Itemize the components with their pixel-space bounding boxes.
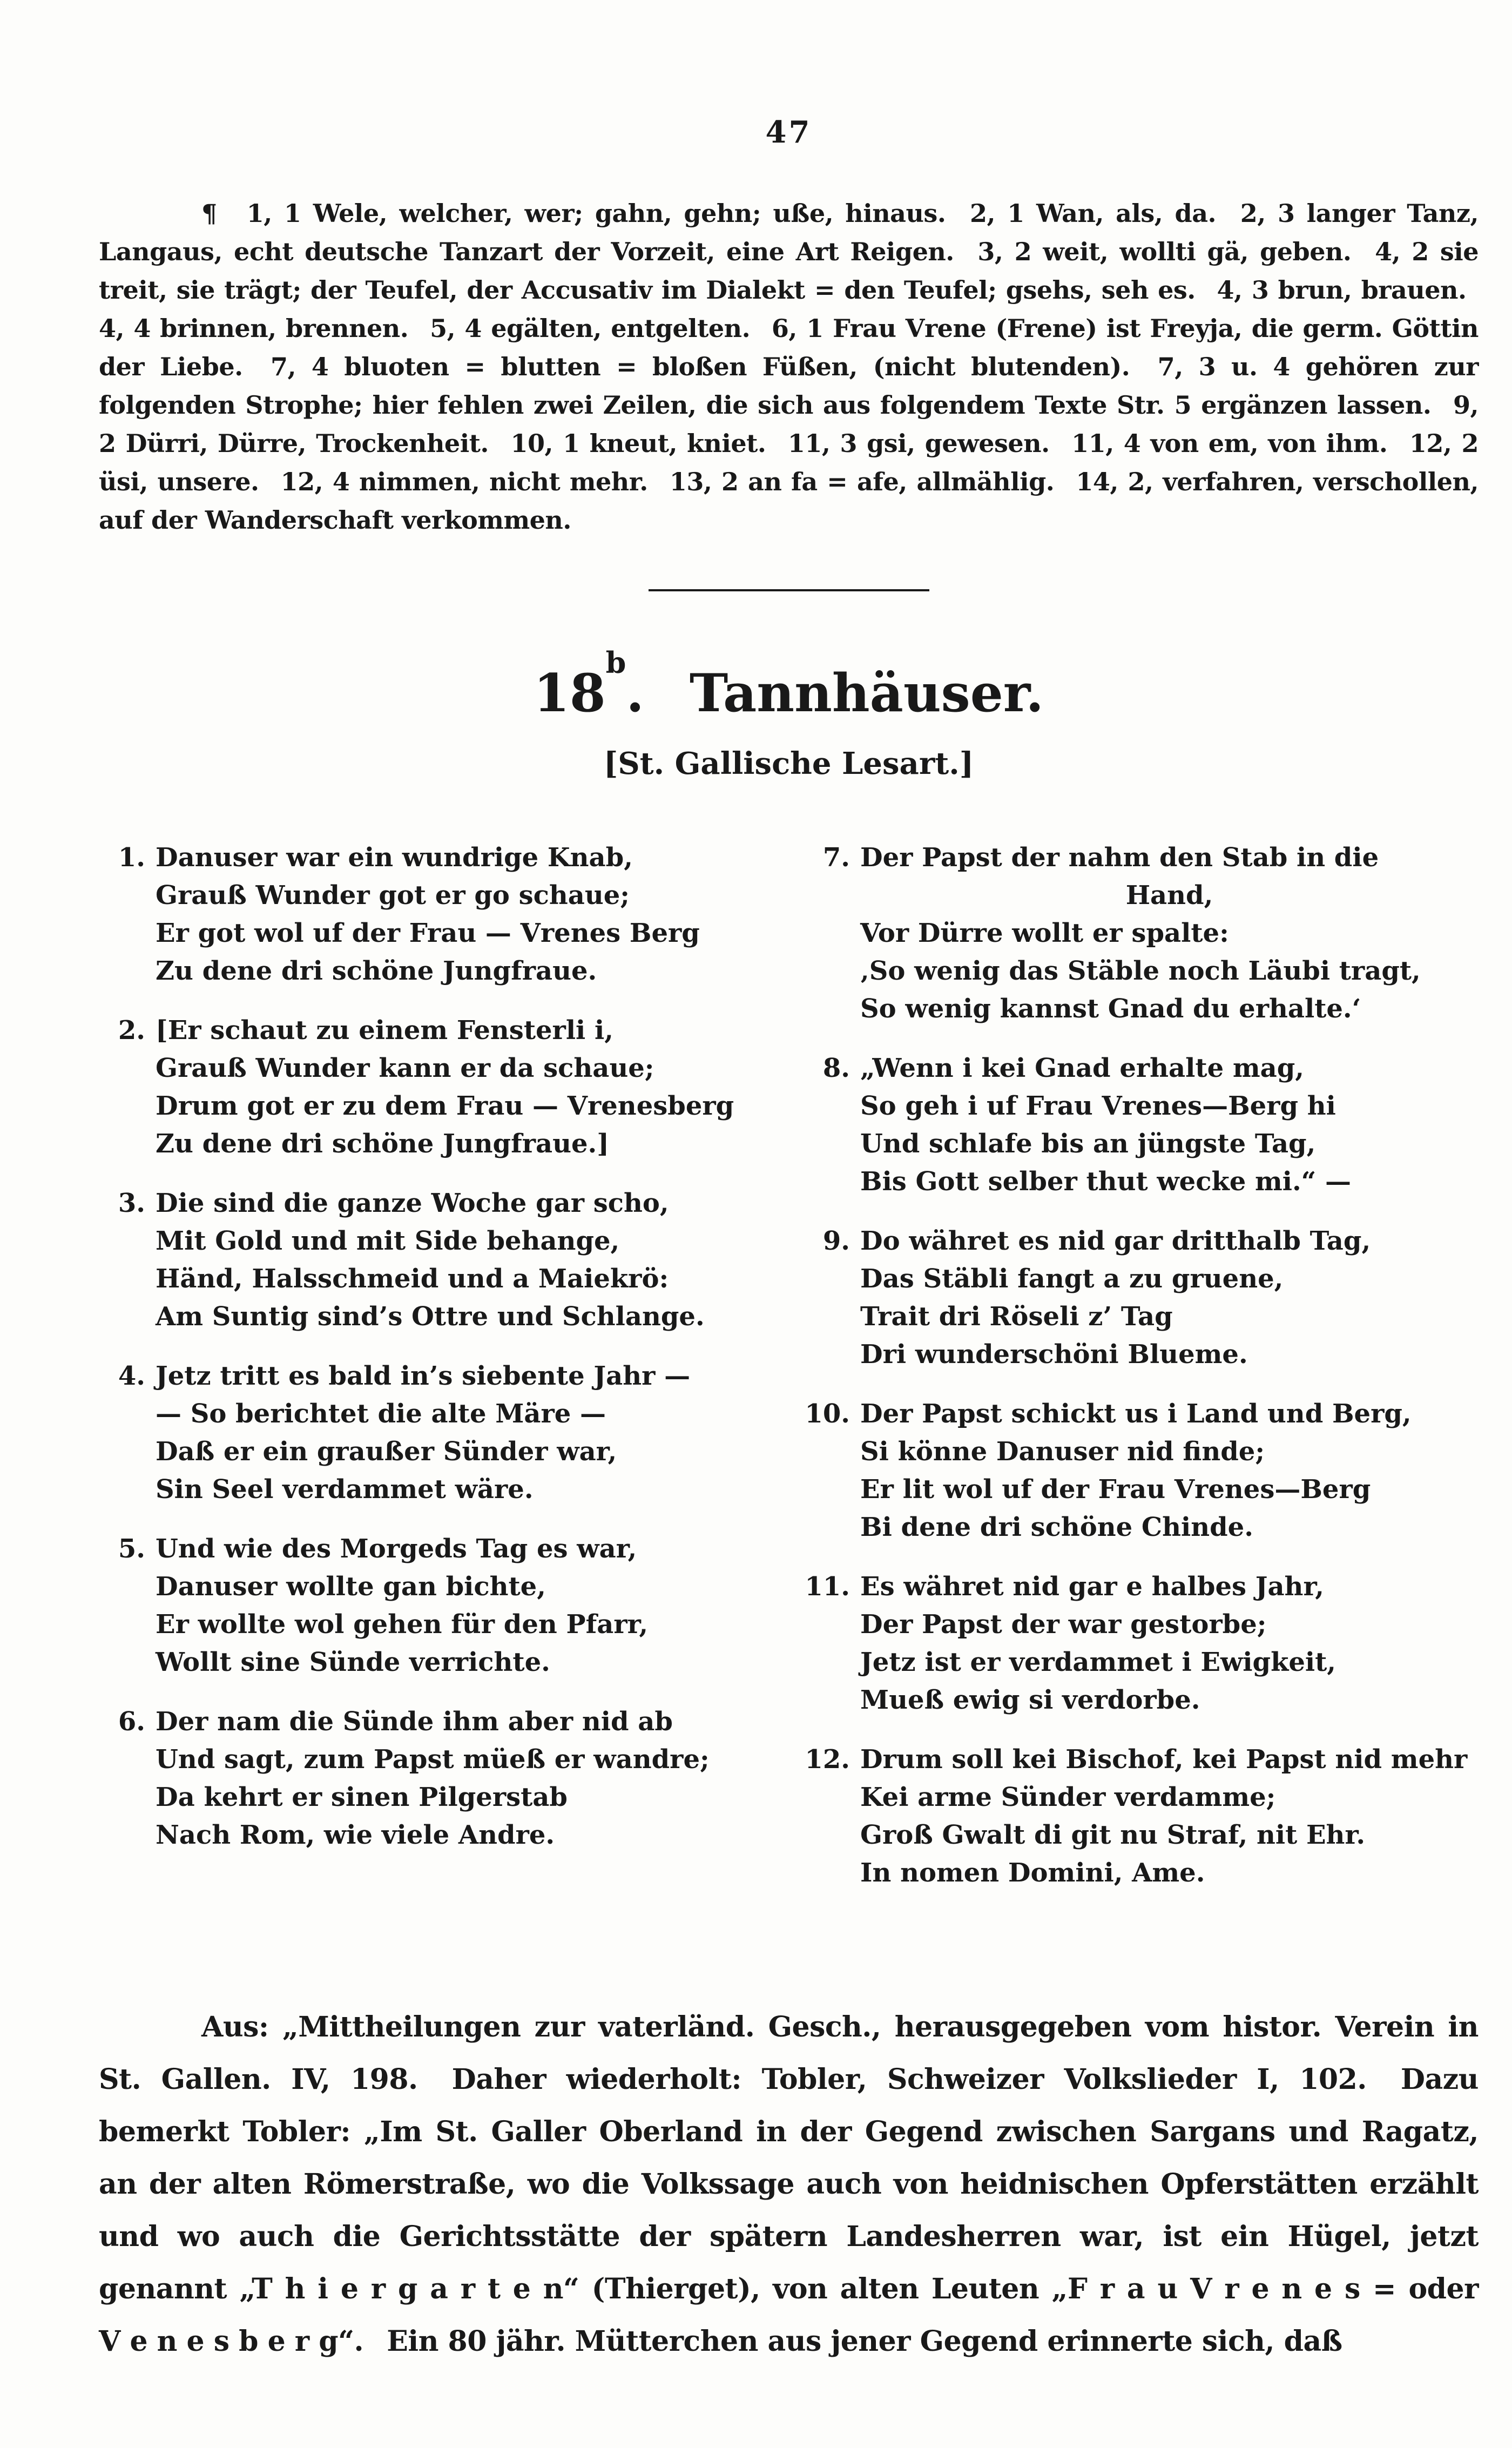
verse-number: 4. — [118, 1361, 145, 1391]
verse-number: 9. — [822, 1226, 850, 1256]
verse-line: Die sind die ganze Woche gar scho, — [156, 1188, 669, 1218]
verse-line: ‚So wenig das Stäble noch Läubi tragt, — [860, 956, 1421, 986]
verse-number: 10. — [805, 1399, 850, 1429]
verse — [99, 839, 758, 990]
song-number-period: . — [626, 663, 644, 724]
verse-line: Do währet es nid gar dritthalb Tag, — [860, 1226, 1371, 1256]
song-number: 18 — [534, 663, 606, 724]
verse-line: Zu dene dri schöne Jungfraue.] — [156, 1129, 609, 1159]
verse-line: Jetz tritt es bald in’s siebente Jahr — — [156, 1361, 691, 1391]
verse-line: Si könne Danuser nid finde; — [860, 1437, 1265, 1467]
verse-line: Er wollte wol gehen für den Pfarr, — [156, 1609, 649, 1640]
verse-line: Und schlafe bis an jüngste Tag, — [860, 1129, 1316, 1159]
verse — [99, 1530, 758, 1681]
verse-line: Am Suntig sind’s Ottre und Schlange. — [156, 1301, 705, 1332]
song-title: Tannhäuser. — [689, 663, 1044, 724]
verse-line: [Er schaut zu einem Fensterli i, — [156, 1015, 613, 1046]
verse-columns — [99, 839, 1479, 1913]
verse-line: Das Stäbli fangt a zu gruene, — [860, 1264, 1284, 1294]
verse-line: Danuser wollte gan bichte, — [156, 1572, 546, 1602]
verse-number: 1. — [118, 842, 145, 873]
verse-line: Dri wunderschöni Blueme. — [860, 1339, 1248, 1370]
verse-line: „Wenn i kei Gnad erhalte mag, — [860, 1053, 1304, 1083]
section-divider — [649, 589, 929, 591]
verse-line: Der Papst der war gestorbe; — [860, 1609, 1267, 1640]
verse-column-left — [99, 839, 804, 1913]
verse — [99, 1703, 758, 1854]
verse-line: Trait dri Röseli z’ Tag — [860, 1301, 1173, 1332]
verse-line: Grauß Wunder kann er da schaue; — [156, 1053, 654, 1083]
verse-line: Da kehrt er sinen Pilgerstab — [156, 1782, 568, 1812]
verse — [804, 1395, 1479, 1546]
verse-line: Der Papst der nahm den Stab in die — [860, 842, 1379, 873]
verse-line: Grauß Wunder got er go schaue; — [156, 880, 630, 911]
verse — [99, 1011, 758, 1163]
verse-line: Vor Dürre wollt er spalte: — [860, 918, 1229, 948]
verse-line: Nach Rom, wie viele Andre. — [156, 1820, 555, 1850]
verse-line: Und wie des Morgeds Tag es war, — [156, 1534, 637, 1564]
verse — [804, 839, 1479, 1028]
verse-line: In nomen Domini, Ame. — [860, 1858, 1205, 1888]
song-subtitle: [St. Gallische Lesart.] — [603, 746, 974, 781]
verse-line: Der nam die Sünde ihm aber nid ab — [156, 1707, 673, 1737]
verse-line: Händ, Halsschmeid und a Maiekrö: — [156, 1264, 669, 1294]
verse-line: So wenig kannst Gnad du erhalte.‘ — [860, 994, 1361, 1024]
verse-line: Wollt sine Sünde verrichte. — [156, 1647, 550, 1677]
verse-line: Jetz ist er verdammet i Ewigkeit, — [860, 1647, 1336, 1677]
verse-line: Er got wol uf der Frau — Vrenes Berg — [156, 918, 700, 948]
verse-column-right — [804, 839, 1479, 1913]
verse-line: Mit Gold und mit Side behange, — [156, 1226, 620, 1256]
verse — [99, 1357, 758, 1508]
verse-line: Daß er ein graußer Sünder war, — [156, 1437, 617, 1467]
verse-line: Zu dene dri schöne Jungfraue. — [156, 956, 597, 986]
source-paragraph: Aus: „Mittheilungen zur vaterländ. Gesch., herausgegeben vom histor. Verein in St. Gallen. IV, 198. Daher wiederholt: Tobler, Schweizer Volkslieder I, 102. Dazu bemerkt Tobler: „Im St. Galler Oberland in der Gegend zwischen Sargans und Ragatz, an der alten Römerstraße, wo die Volkssage auch von heidnischen Opferstätten erzählt und wo auch die Gerichtsstätte der spätern Landesherren war, ist ein Hügel, jetzt genannt „T h i e r g a r t e n“ (Thierget), von alten Leuten „F r a u V r e n e s = oder V e n e s b e r g“. Ein 80 jähr. Mütterchen aus jener Gegend erinnerte sich, daß — [99, 2011, 1479, 2358]
verse-line: Drum soll kei Bischof, kei Papst nid mehr — [860, 1744, 1468, 1775]
verse-number: 11. — [805, 1572, 850, 1602]
verse-line: — So berichtet die alte Märe — — [156, 1399, 606, 1429]
verse-number: 2. — [118, 1015, 145, 1046]
verse-line: Bis Gott selber thut wecke mi.“ — — [860, 1166, 1351, 1197]
song-title-block — [99, 645, 1479, 783]
verse — [804, 1049, 1479, 1201]
pilcrow-mark: ¶ — [201, 199, 217, 228]
song-number-superscript: b — [605, 645, 626, 680]
verse-number: 12. — [805, 1744, 850, 1775]
verse-line: Er lit wol uf der Frau Vrenes—Berg — [860, 1474, 1371, 1505]
verse-line: Groß Gwalt di git nu Straf, nit Ehr. — [860, 1820, 1366, 1850]
page-number: 47 — [765, 114, 812, 150]
verse-number: 3. — [118, 1188, 145, 1218]
verse-line: Es währet nid gar e halbes Jahr, — [860, 1572, 1324, 1602]
verse-line: Drum got er zu dem Frau — Vrenesberg — [156, 1091, 734, 1121]
verse-line: Und sagt, zum Papst müeß er wandre; — [156, 1744, 710, 1775]
verse-number: 6. — [118, 1707, 145, 1737]
verse-line: Bi dene dri schöne Chinde. — [860, 1512, 1253, 1542]
verse — [804, 1741, 1479, 1892]
notes-paragraph — [99, 194, 1479, 539]
song-heading — [99, 645, 1479, 725]
verse-line: Kei arme Sünder verdamme; — [860, 1782, 1276, 1812]
verse-number: 7. — [822, 842, 850, 873]
verse — [804, 1568, 1479, 1719]
verse-line: Danuser war ein wundrige Knab, — [156, 842, 633, 873]
notes-text: 1, 1 Wele, welcher, wer; gahn, gehn; uße, hinaus. 2, 1 Wan, als, da. 2, 3 langer Tanz, Langaus, echt deutsche Tanzart der Vorzeit, eine Art Reigen. 3, 2 weit, wollti gä, geben. 4, 2 sie treit, sie trägt; der Teufel, der Accusativ im Dialekt = den Teufel; gsehs, seh es. 4, 3 brun, brauen. 4, 4 brinnen, brennen. 5, 4 egälten, entgelten. 6, 1 Frau Vrene (Frene) ist Freyja, die germ. Göttin der Liebe. 7, 4 bluoten = blutten = bloßen Füßen, (nicht blutenden). 7, 3 u. 4 gehören zur folgenden Strophe; hier fehlen zwei Zeilen, die sich aus folgendem Texte Str. 5 ergänzen lassen. 9, 2 Dürri, Dürre, Trockenheit. 10, 1 kneut, kniet. 11, 3 gsi, gewesen. 11, 4 von em, von ihm. 12, 2 üsi, unsere. 12, 4 nimmen, nicht mehr. 13, 2 an fa = afe, allmählig. 14, 2, verfahren, verschollen, auf der Wanderschaft verkommen. — [99, 199, 1479, 535]
verse — [99, 1184, 758, 1336]
verse-number: 8. — [822, 1053, 850, 1083]
verse-line: So geh i uf Frau Vrenes—Berg hi — [860, 1091, 1336, 1121]
verse-line: Mueß ewig si verdorbe. — [860, 1685, 1200, 1715]
verse — [804, 1222, 1479, 1373]
verse-line: Sin Seel verdammet wäre. — [156, 1474, 534, 1505]
verse-line: Hand, — [1125, 880, 1213, 911]
verse-line: Der Papst schickt us i Land und Berg, — [860, 1399, 1412, 1429]
verse-number: 5. — [118, 1534, 145, 1564]
